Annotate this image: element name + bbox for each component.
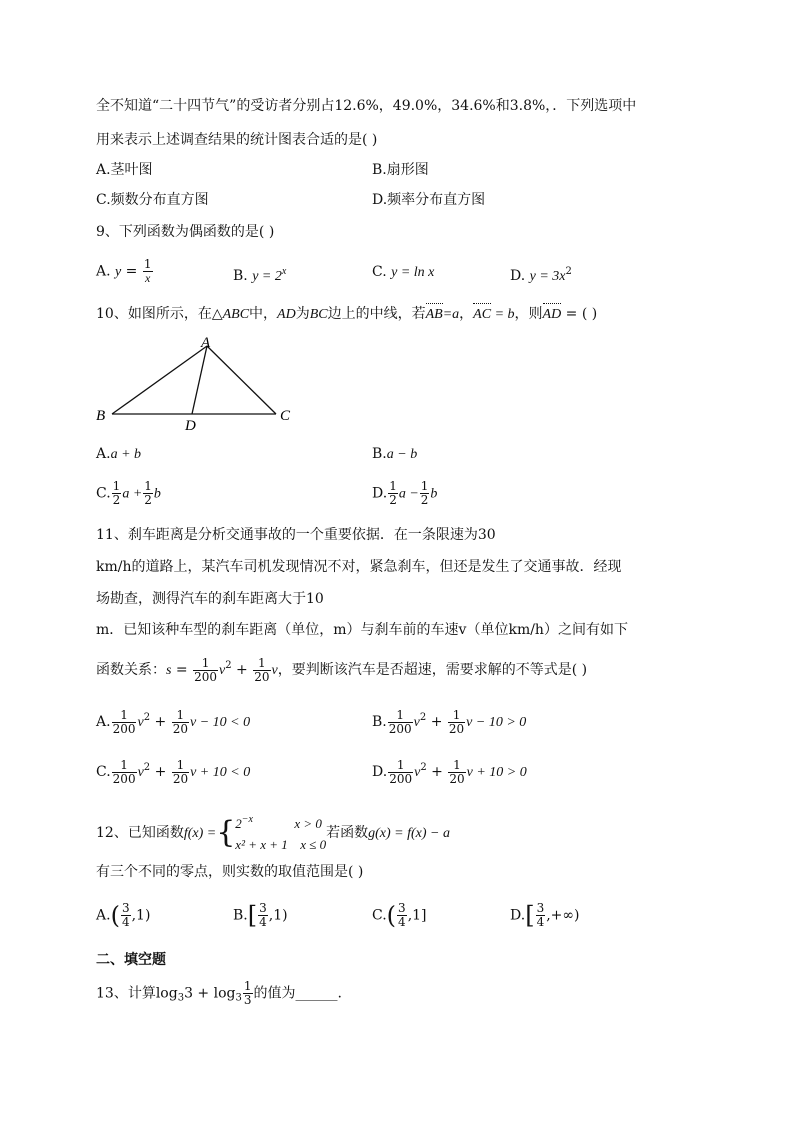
side-ab	[112, 346, 207, 414]
q9-option-d[interactable]: D. $y = 3x^2$	[510, 266, 572, 284]
q8-option-d[interactable]: D.频率分布直方图	[372, 192, 486, 208]
q12-stem: 12、已知函数f(x) ={ $2^{-x}$ x > 0 x² + x + 1 x ≤ 0 若函数g(x) = f(x) − a	[96, 814, 450, 852]
q9-stem: 9、下列函数为偶函数的是( )	[96, 224, 275, 240]
q10-stem: 10、如图所示，在△ABC中，AD为BC边上的中线，若AB=a，AC = b，则AD = ( )	[96, 304, 597, 325]
q11-line2: km/h的道路上，某汽车司机发现情况不对，紧急刹车，但还是发生了交通事故．经现	[96, 559, 622, 575]
q11-option-d[interactable]: D. $\frac{1}{200}$ $v^2$ + $\frac{1}{20}$ v + 10 > 0	[372, 757, 527, 786]
q9-option-a[interactable]: A. y = $\frac{1}{x}$	[96, 257, 152, 285]
label-c: C	[280, 408, 291, 424]
q8-option-b[interactable]: B.扇形图	[372, 162, 429, 178]
q12-option-d[interactable]: D.[ $\frac{3}{4}$ ,+∞)	[510, 901, 580, 930]
q12-option-a[interactable]: A.( $\frac{3}{4}$ ,1)	[96, 901, 151, 930]
q12-option-c[interactable]: C.( $\frac{3}{4}$ ,1]	[372, 901, 427, 930]
q8-option-a[interactable]: A.茎叶图	[96, 162, 153, 178]
fraction: $\frac{1}{x}$	[143, 257, 152, 285]
q11-option-b[interactable]: B. $\frac{1}{200}$ $v^2$ + $\frac{1}{20}$ v − 10 > 0	[372, 707, 527, 736]
q8-line2: 用来表示上述调查结果的统计图表合适的是( )	[96, 132, 378, 148]
q12-line2: 有三个不同的零点，则实数的取值范围是( )	[96, 864, 364, 880]
label-a: A	[201, 335, 211, 351]
q8-line1: 全不知道“二十四节气”的受访者分别占12.6%，49.0%，34.6%和3.8%，．下列选项中	[96, 98, 637, 114]
q11-line5: 函数关系：s = $\frac{1}{200}$ $v^2$ + $\frac{1}{20}$ v，要判断该汽车是否超速，需要求解的不等式是( )	[96, 655, 588, 684]
q11-line3: 场勘查，测得汽车的刹车距离大于10	[96, 591, 324, 607]
q9-option-b[interactable]: B. $y = 2^x$	[233, 266, 287, 284]
q11-option-c[interactable]: C. $\frac{1}{200}$ $v^2$ + $\frac{1}{20}$ v + 10 < 0	[96, 757, 251, 786]
triangle-diagram	[90, 334, 310, 434]
label-b: B	[96, 408, 106, 424]
q10-option-a[interactable]: A.a + b	[96, 446, 142, 462]
q10-option-d[interactable]: D. $\frac{1}{2}$ a − $\frac{1}{2}$ b	[372, 479, 438, 507]
q8-option-c[interactable]: C.频数分布直方图	[96, 192, 209, 208]
q10-option-b[interactable]: B.a − b	[372, 446, 418, 462]
q11-line4: m．已知该种车型的刹车距离（单位，m）与刹车前的车速v（单位km/h）之间有如下	[96, 622, 628, 638]
q9-option-c[interactable]: C. y = ln x	[372, 264, 435, 280]
median-ad	[192, 346, 207, 414]
q11-line1: 11、刹车距离是分析交通事故的一个重要依据．在一条限速为30	[96, 527, 496, 543]
q12-option-b[interactable]: B.[ $\frac{3}{4}$ ,1)	[233, 901, 288, 930]
q10-option-c[interactable]: C. $\frac{1}{2}$ a + $\frac{1}{2}$ b	[96, 479, 161, 507]
q11-option-a[interactable]: A. $\frac{1}{200}$ $v^2$ + $\frac{1}{20}$ v − 10 < 0	[96, 707, 251, 736]
side-ac	[207, 346, 276, 414]
q13-stem: 13、计算$\log_33 + \log_3$ $\frac{1}{3}$ 的值为______.	[96, 979, 342, 1007]
section-heading: 二、填空题	[96, 952, 166, 968]
label-d: D	[185, 418, 196, 434]
